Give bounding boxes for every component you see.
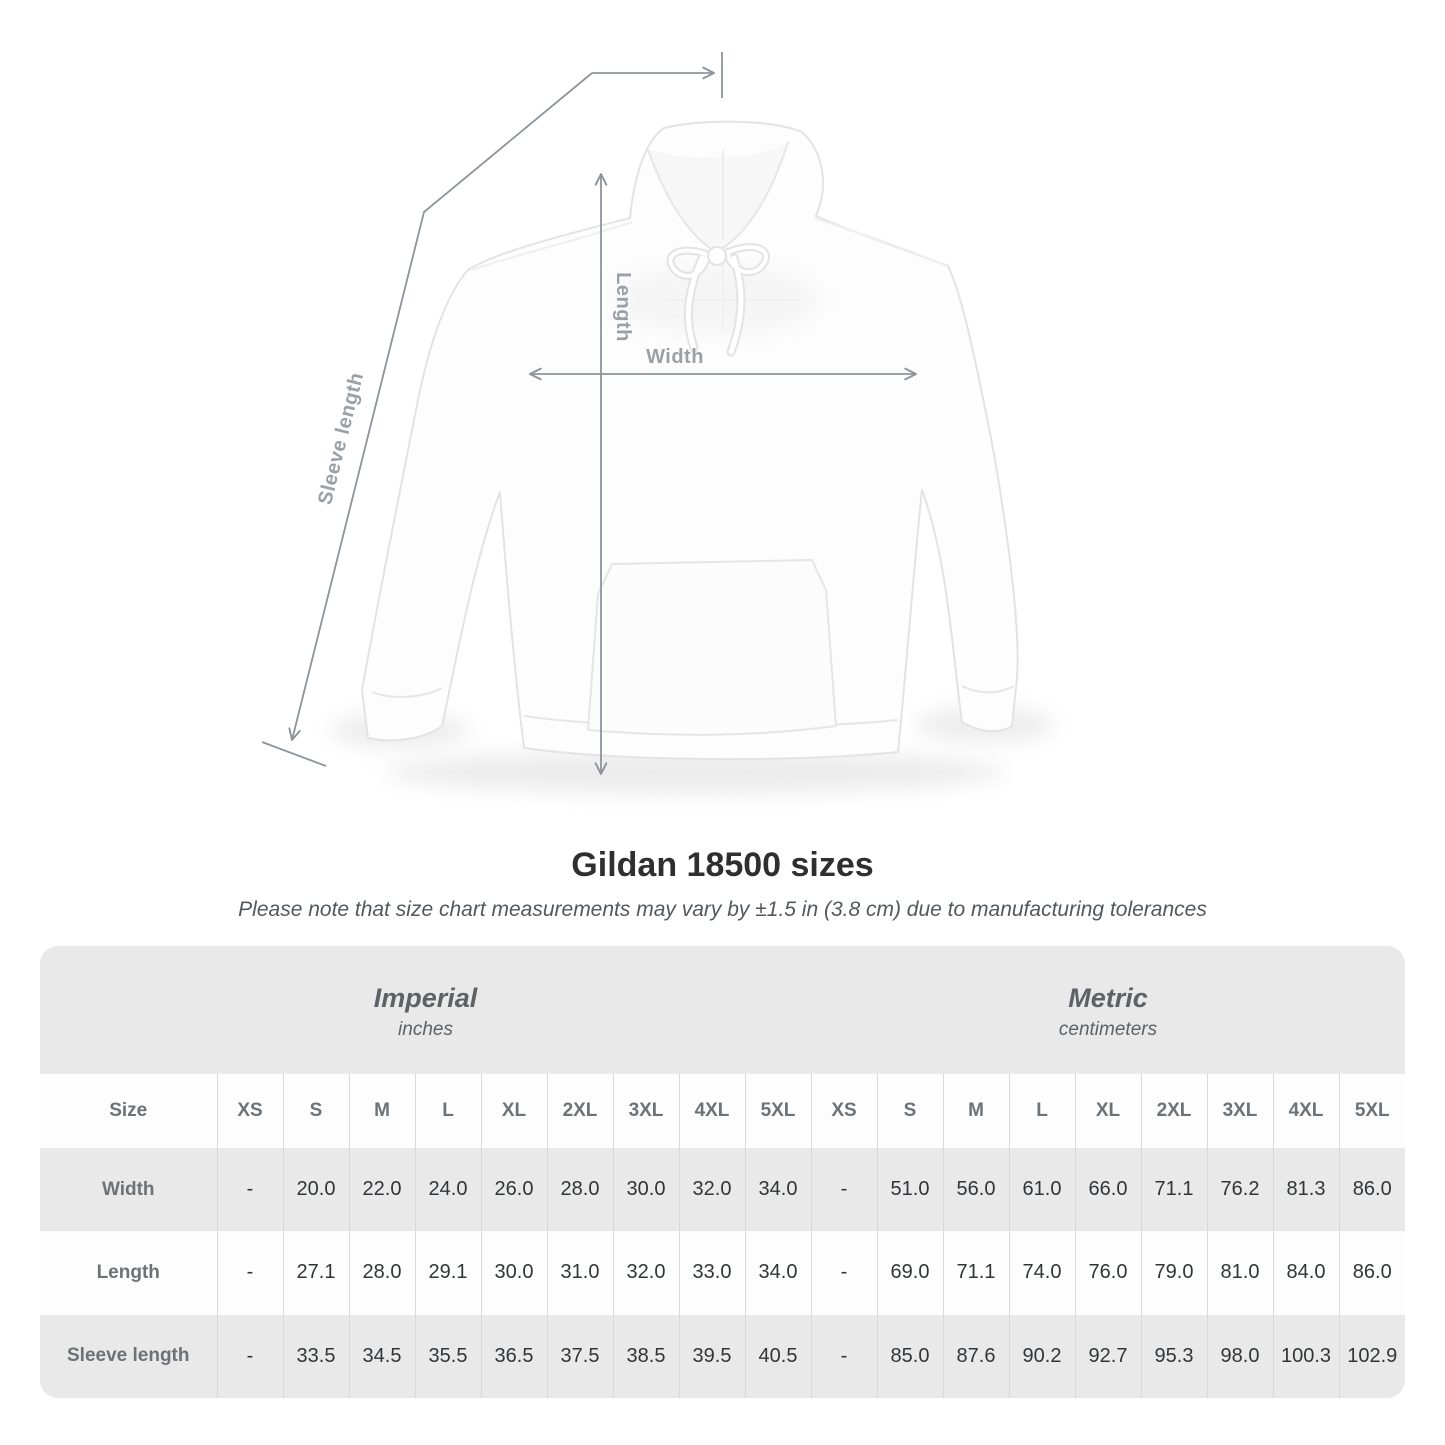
measurement-cell: 51.0 — [877, 1148, 943, 1231]
size-header-imperial-5xl: 5XL — [745, 1074, 811, 1148]
measurement-cell: 56.0 — [943, 1148, 1009, 1231]
imperial-unit-label: inches — [398, 1018, 453, 1040]
size-header-metric-2xl: 2XL — [1141, 1074, 1207, 1148]
measurement-cell: 39.5 — [679, 1315, 745, 1398]
measurement-cell: 85.0 — [877, 1315, 943, 1398]
measurement-cell: - — [217, 1315, 283, 1398]
unit-group-header-row — [40, 946, 1405, 1074]
measurement-cell: 34.0 — [745, 1148, 811, 1231]
measurement-cell: 24.0 — [415, 1148, 481, 1231]
measurement-cell: 37.5 — [547, 1315, 613, 1398]
size-header-imperial-m: M — [349, 1074, 415, 1148]
measurement-cell: 69.0 — [877, 1231, 943, 1314]
measurement-cell: 100.3 — [1273, 1315, 1339, 1398]
measurement-cell: 28.0 — [547, 1148, 613, 1231]
size-header-imperial-xl: XL — [481, 1074, 547, 1148]
hoodie-image — [330, 122, 1055, 794]
measurement-cell: 40.5 — [745, 1315, 811, 1398]
measurement-cell: 76.0 — [1075, 1231, 1141, 1314]
size-header-metric-s: S — [877, 1074, 943, 1148]
size-chart-table — [40, 946, 1405, 1398]
measurement-cell: 30.0 — [613, 1148, 679, 1231]
measurement-cell: 28.0 — [349, 1231, 415, 1314]
size-header-metric-l: L — [1009, 1074, 1075, 1148]
measurement-row — [40, 1148, 1405, 1231]
measurement-cell: 92.7 — [1075, 1315, 1141, 1398]
size-chart-panel — [40, 946, 1405, 1398]
measurement-cell: 38.5 — [613, 1315, 679, 1398]
metric-unit-label: centimeters — [1058, 1018, 1158, 1040]
size-header-imperial-l: L — [415, 1074, 481, 1148]
measurement-cell: 81.0 — [1207, 1231, 1273, 1314]
measurement-cell: 74.0 — [1009, 1231, 1075, 1314]
measurement-cell: 87.6 — [943, 1315, 1009, 1398]
size-header-imperial-s: S — [283, 1074, 349, 1148]
measurement-cell: 90.2 — [1009, 1315, 1075, 1398]
measurement-cell: 81.3 — [1273, 1148, 1339, 1231]
measurement-cell: - — [811, 1315, 877, 1398]
measurement-cell: 84.0 — [1273, 1231, 1339, 1314]
measurement-cell: 61.0 — [1009, 1148, 1075, 1231]
size-header-imperial-2xl: 2XL — [547, 1074, 613, 1148]
measurement-cell: 95.3 — [1141, 1315, 1207, 1398]
size-header-metric-m: M — [943, 1074, 1009, 1148]
measurement-cell: 32.0 — [613, 1231, 679, 1314]
measurement-cell: 102.9 — [1339, 1315, 1405, 1398]
measurement-cell: 33.5 — [283, 1315, 349, 1398]
size-header-imperial-3xl: 3XL — [613, 1074, 679, 1148]
imperial-group-header — [40, 946, 811, 1074]
measurement-cell: 86.0 — [1339, 1148, 1405, 1231]
measurement-cell: 71.1 — [1141, 1148, 1207, 1231]
metric-label: Metric — [1068, 983, 1148, 1014]
measurement-cell: - — [217, 1231, 283, 1314]
metric-group-header — [811, 946, 1405, 1074]
length-dimension-label: Length — [612, 272, 634, 342]
measurement-cell: 31.0 — [547, 1231, 613, 1314]
measurement-cell: - — [811, 1148, 877, 1231]
row-label: Width — [101, 1178, 155, 1200]
size-header-metric-xl: XL — [1075, 1074, 1141, 1148]
measurement-cell: 29.1 — [415, 1231, 481, 1314]
measurement-cell: 22.0 — [349, 1148, 415, 1231]
size-header-metric-xs: XS — [811, 1074, 877, 1148]
measurement-row — [40, 1315, 1405, 1398]
width-dimension-label: Width — [646, 346, 704, 368]
sleeve-length-dimension-label: Sleeve length — [314, 370, 369, 507]
measurement-cell: - — [811, 1231, 877, 1314]
measurement-cell: 30.0 — [481, 1231, 547, 1314]
tolerance-note: Please note that size chart measurements may vary by ±1.5 in (3.8 cm) due to manufacturing tolerances — [238, 898, 1207, 921]
size-column-header: Size — [109, 1100, 148, 1121]
size-header-imperial-4xl: 4XL — [679, 1074, 745, 1148]
measurement-cell: 33.0 — [679, 1231, 745, 1314]
size-header-metric-4xl: 4XL — [1273, 1074, 1339, 1148]
measurement-cell: 26.0 — [481, 1148, 547, 1231]
measurement-cell: 35.5 — [415, 1315, 481, 1398]
size-header-imperial-xs: XS — [217, 1074, 283, 1148]
measurement-cell: 86.0 — [1339, 1231, 1405, 1314]
measurement-cell: 20.0 — [283, 1148, 349, 1231]
measurement-row — [40, 1231, 1405, 1314]
measurement-cell: 32.0 — [679, 1148, 745, 1231]
measurement-cell: 36.5 — [481, 1315, 547, 1398]
row-label: Length — [96, 1261, 160, 1283]
page-title: Gildan 18500 sizes — [571, 846, 874, 884]
measurement-cell: - — [217, 1148, 283, 1231]
measurement-cell: 76.2 — [1207, 1148, 1273, 1231]
size-header-metric-3xl: 3XL — [1207, 1074, 1273, 1148]
measurement-cell: 79.0 — [1141, 1231, 1207, 1314]
measurement-cell: 27.1 — [283, 1231, 349, 1314]
measurement-cell: 66.0 — [1075, 1148, 1141, 1231]
measurement-cell: 34.5 — [349, 1315, 415, 1398]
imperial-label: Imperial — [373, 983, 478, 1014]
size-header-metric-5xl: 5XL — [1339, 1074, 1405, 1148]
measurement-cell: 71.1 — [943, 1231, 1009, 1314]
measurement-cell: 98.0 — [1207, 1315, 1273, 1398]
row-label: Sleeve length — [67, 1345, 190, 1367]
measurement-cell: 34.0 — [745, 1231, 811, 1314]
size-header-row — [40, 1074, 1405, 1148]
